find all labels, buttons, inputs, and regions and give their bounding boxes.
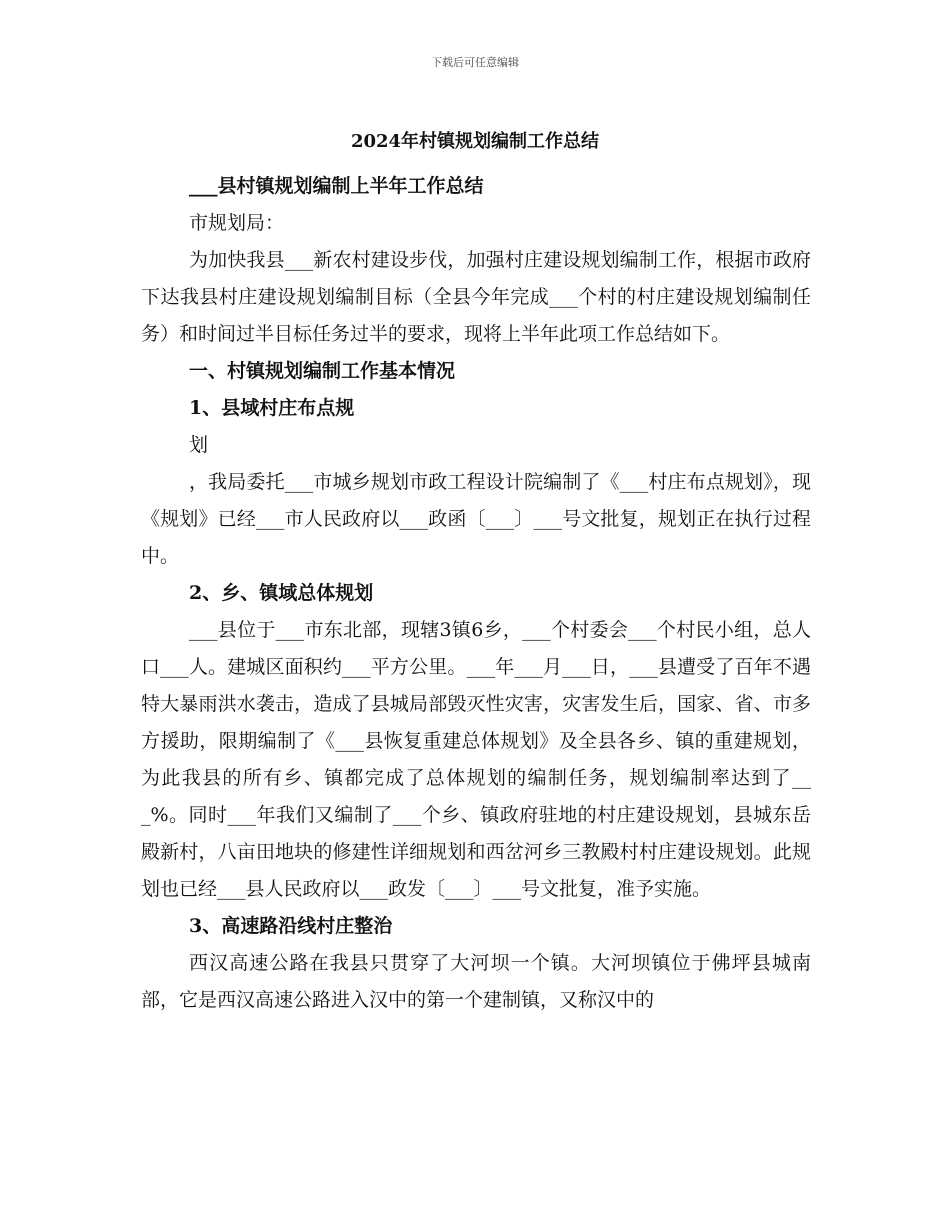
document-title: 2024年村镇规划编制工作总结 xyxy=(350,131,600,152)
paragraph: ，我局委托___市城乡规划市政工程设计院编制了《___村庄布点规划》，现《规划》已经___市人民政府以___政函〔___〕___号文批复，规划正在执行过程中。 xyxy=(141,471,811,567)
paragraph: 划 xyxy=(189,434,209,456)
section-heading: 一、村镇规划编制工作基本情况 xyxy=(189,360,456,382)
salutation: 市规划局： xyxy=(189,212,285,234)
subsection-heading: 3、高速路沿线村庄整治 xyxy=(189,915,393,937)
paragraph: 西汉高速公路在我县只贯穿了大河坝一个镇。大河坝镇位于佛坪县城南部，它是西汉高速公路进入汉中的第一个建制镇，又称汉中的 xyxy=(141,952,811,1011)
paragraph: 为加快我县___新农村建设步伐，加强村庄建设规划编制工作，根据市政府下达我县村庄建设规划编制目标（全县今年完成___个村的村庄建设规划编制任务）和时间过半目标任务过半的要求，现将上半年此项工作总结如下。 xyxy=(141,249,811,345)
document-body xyxy=(141,168,811,1019)
page-header: 下载后可任意编辑 xyxy=(431,56,519,69)
subsection-heading: 1、县域村庄布点规 xyxy=(189,397,355,419)
section-heading: ___县村镇规划编制上半年工作总结 xyxy=(189,175,484,197)
paragraph: ___县位于___市东北部，现辖3镇6乡，___个村委会___个村民小组，总人口___人。建城区面积约___平方公里。___年___月___日，___县遭受了百年不遇特大暴雨洪水袭击，造成了县城局部毁灭性灾害，灾害发生后，国家、省、市多方援助，限期编制了《___县恢复重建总体规划》及全县各乡、镇的重建规划，为此我县的所有乡、镇都完成了总体规划的编制任务，规划编制率达到了___%。同时___年我们又编制了___个乡、镇政府驻地的村庄建设规划，县城东岳殿新村，八亩田地块的修建性详细规划和西岔河乡三教殿村村庄建设规划。此规划也已经___县人民政府以___政发〔___〕___号文批复，准予实施。 xyxy=(141,619,811,900)
subsection-heading: 2、乡、镇域总体规划 xyxy=(189,582,374,604)
